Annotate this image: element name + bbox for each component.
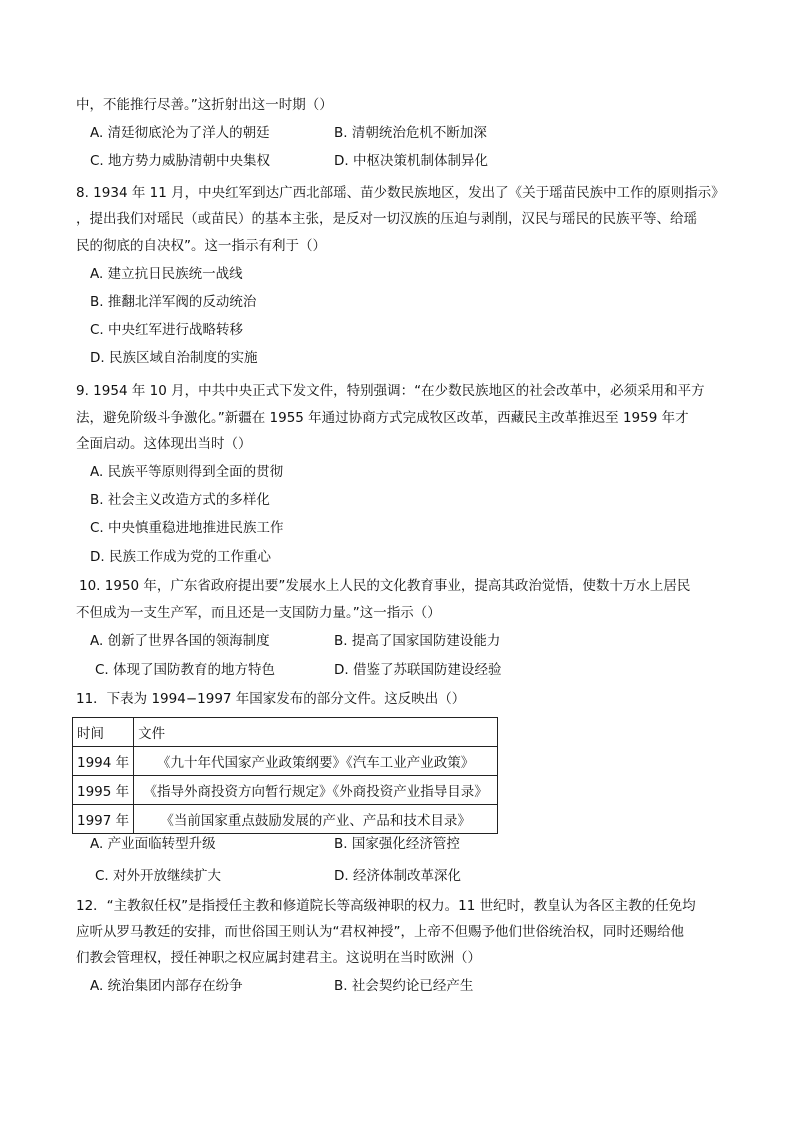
- q9-option-a: A. 民族平等原则得到全面的贯彻: [90, 464, 284, 480]
- q9-option-c: C. 中央慎重稳进地推进民族工作: [90, 520, 284, 536]
- table-row: [73, 747, 498, 776]
- q10-stem-line: 10. 1950 年，广东省政府提出要”发展水上人民的文化教育事业，提高其政治觉悟，使数十万水上居民: [79, 578, 691, 594]
- table-header-document: 文件: [134, 718, 498, 747]
- q10-stem-line: 不但成为一支生产军，而且还是一支国防力量。”这一指示（）: [76, 605, 441, 621]
- table-row: [73, 776, 498, 805]
- table-cell-year: 1997 年: [73, 805, 134, 834]
- q8-stem-line: ，提出我们对瑶民（或苗民）的基本主张，是反对一切汉族的压迫与剥削，汉民与瑶民的民族平等、给瑶: [76, 211, 697, 227]
- q11-option-a: A. 产业面临转型升级: [90, 836, 216, 852]
- q7-option-b: B. 清朝统治危机不断加深: [334, 125, 487, 141]
- q12-stem-line: 们教会管理权，授任神职之权应属封建君主。这说明在当时欧洲（）: [76, 950, 481, 966]
- q8-stem-line: 8. 1934 年 11 月，中央红军到达广西北部瑶、苗少数民族地区，发出了《关于瑶苗民族中工作的原则指示》: [76, 185, 725, 201]
- q11-option-b: B. 国家强化经济管控: [334, 836, 460, 852]
- q12-stem-line: 应听从罗马教廷的安排，而世俗国王则认为“君权神授”，上帝不但赐予他们世俗统治权，同时还赐给他: [76, 924, 684, 940]
- q8-stem-line: 民的彻底的自决权”。这一指示有利于（）: [76, 238, 326, 254]
- q10-option-c: C. 体现了国防教育的地方特色: [95, 662, 276, 678]
- table-cell-year: 1995 年: [73, 776, 134, 805]
- q7-option-a: A. 清廷彻底沦为了洋人的朝廷: [90, 125, 270, 141]
- q9-option-d: D. 民族工作成为党的工作重心: [90, 549, 271, 565]
- q11-option-d: D. 经济体制改革深化: [334, 868, 461, 884]
- q11-document-table: [72, 717, 498, 834]
- table-cell-files: 《当前国家重点鼓励发展的产业、产品和技术目录》: [134, 805, 498, 834]
- q7-option-d: D. 中枢决策机制体制异化: [334, 153, 488, 169]
- q8-option-d: D. 民族区域自治制度的实施: [90, 350, 258, 366]
- q10-option-d: D. 借鉴了苏联国防建设经验: [334, 662, 502, 678]
- q11-stem: 11．下表为 1994−1997 年国家发布的部分文件。这反映出（）: [76, 691, 466, 707]
- q12-option-a: A. 统治集团内部存在纷争: [90, 978, 243, 994]
- q8-option-a: A. 建立抗日民族统一战线: [90, 266, 243, 282]
- q9-option-b: B. 社会主义改造方式的多样化: [90, 492, 270, 508]
- q9-stem-line: 法，避免阶级斗争激化。”新疆在 1955 年通过协商方式完成牧区改革，西藏民主改革推迟至 1959 年才: [76, 410, 689, 426]
- table-header-row: [73, 718, 498, 747]
- q9-stem-line: 全面启动。这体现出当时（）: [76, 436, 252, 452]
- q7-option-c: C. 地方势力威胁清朝中央集权: [90, 153, 271, 169]
- q12-stem-line: 12．“主教叙任权”是指授任主教和修道院长等高级神职的权力。11 世纪时，教皇认为各区主教的任免均: [76, 898, 696, 914]
- table-header-time: 时间: [73, 718, 134, 747]
- table-cell-files: 《九十年代国家产业政策纲要》《汽车工业产业政策》: [134, 747, 498, 776]
- table-row: [73, 805, 498, 834]
- q10-option-a: A. 创新了世界各国的领海制度: [90, 633, 270, 649]
- q12-option-b: B. 社会契约论已经产生: [334, 978, 474, 994]
- table-cell-files: 《指导外商投资方向暂行规定》《外商投资产业指导目录》: [134, 776, 498, 805]
- q9-stem-line: 9. 1954 年 10 月，中共中央正式下发文件，特别强调：“在少数民族地区的社会改革中，必须采用和平方: [76, 383, 705, 399]
- q8-option-c: C. 中央红军进行战略转移: [90, 322, 244, 338]
- q10-option-b: B. 提高了国家国防建设能力: [334, 633, 501, 649]
- q7-stem-line: 中，不能推行尽善。”这折射出这一时期（）: [76, 97, 333, 113]
- table-cell-year: 1994 年: [73, 747, 134, 776]
- q11-option-c: C. 对外开放继续扩大: [95, 868, 222, 884]
- q8-option-b: B. 推翻北洋军阀的反动统治: [90, 294, 257, 310]
